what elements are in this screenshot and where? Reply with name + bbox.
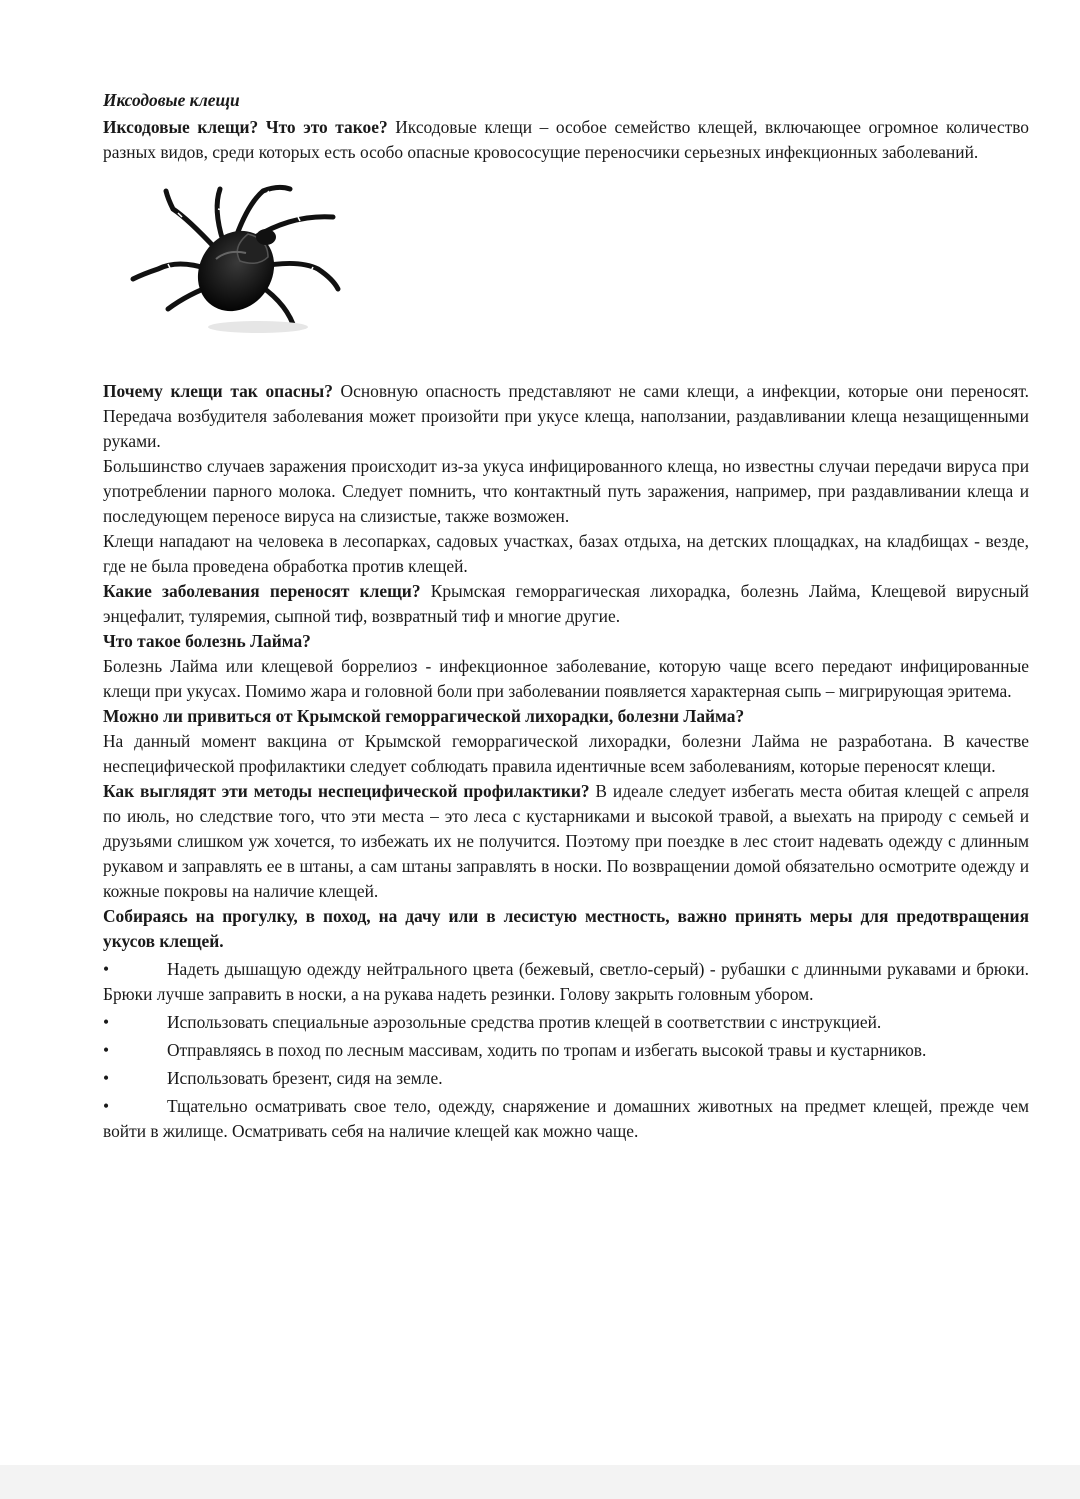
question-why-dangerous: Почему клещи так опасны? [103, 381, 333, 401]
bullet-icon: • [103, 1068, 110, 1088]
paragraph-why-dangerous [103, 379, 1029, 454]
paragraph-what-is [103, 115, 1029, 165]
question-prevention-methods: Как выглядят эти методы неспецифической профилактики? [103, 781, 590, 801]
list-item [103, 957, 1029, 1007]
bullet-icon: • [103, 1012, 110, 1032]
document-title: Иксодовые клещи [103, 90, 240, 110]
tick-illustration-icon [128, 179, 358, 339]
question-measures: Собираясь на прогулку, в поход, на дачу или в лесистую местность, важно принять меры для предотвращения укусов клещей. [103, 906, 1029, 951]
answer-why-dangerous: Основную опасность представляют не сами клещи, а инфекции, которые они переносят. Передача возбудителя заболевания может произойти при укусе клеща, наползании, раздавливании клеща незащищенными руками. [103, 381, 1029, 451]
tick-illustration [103, 165, 1029, 379]
bullet-icon: • [103, 1096, 110, 1116]
list-item-text: Отправляясь в поход по лесным массивам, ходить по тропам и избегать высокой травы и кустарников. [167, 1040, 927, 1060]
question-what-is: Иксодовые клещи? Что это такое? [103, 117, 388, 137]
measures-list [103, 957, 1029, 1144]
list-item-text: Надеть дышащую одежду нейтрального цвета (бежевый, светло-серый) - рубашки с длинными рукавами и брюки. Брюки лучше заправить в носки, а на рукава надеть резинки. Голову закрыть головным убором. [103, 959, 1029, 1004]
heading-vaccine [103, 704, 1029, 729]
list-item-text: Использовать специальные аэрозольные средства против клещей в соответствии с инструкцией. [167, 1012, 882, 1032]
heading-measures [103, 904, 1029, 954]
bullet-icon: • [103, 1040, 110, 1060]
list-item-text: Тщательно осматривать свое тело, одежду, снаряжение и домашних животных на предмет клещей, прежде чем войти в жилище. Осматривать себя на наличие клещей как можно чаще. [103, 1096, 1029, 1141]
paragraph-prevention-methods [103, 779, 1029, 904]
paragraph-lyme: Болезнь Лайма или клещевой боррелиоз - инфекционное заболевание, которую чаще всего передают инфицированные клещи при укусах. Помимо жара и головной боли при заболевании появляется характерная сыпь – мигрирующая эритема. [103, 656, 1029, 701]
bullet-icon: • [103, 959, 110, 979]
paragraph-where-attack: Клещи нападают на человека в лесопарках, садовых участках, базах отдыха, на детских площадках, на кладбищах - везде, где не была проведена обработка против клещей. [103, 531, 1029, 576]
list-item [103, 1010, 1029, 1035]
answer-diseases: Крымская геморрагическая лихорадка, болезнь Лайма, Клещевой вирусный энцефалит, туляремия, сыпной тиф, возвратный тиф и многие другие. [103, 581, 1029, 626]
viewer-bottom-bar [0, 1465, 1080, 1499]
heading-lyme [103, 629, 1029, 654]
question-lyme: Что такое болезнь Лайма? [103, 631, 311, 651]
paragraph-diseases [103, 579, 1029, 629]
list-item-text: Использовать брезент, сидя на земле. [167, 1068, 443, 1088]
question-diseases: Какие заболевания переносят клещи? [103, 581, 421, 601]
question-vaccine: Можно ли привиться от Крымской геморрагической лихорадки, болезни Лайма? [103, 706, 745, 726]
list-item [103, 1066, 1029, 1091]
list-item [103, 1094, 1029, 1144]
paragraph-vaccine: На данный момент вакцина от Крымской геморрагической лихорадки, болезни Лайма не разработана. В качестве неспецифической профилактики следует соблюдать правила идентичные всем заболеваниям, которые переносят клещи. [103, 731, 1029, 776]
answer-what-is: Иксодовые клещи – особое семейство клещей, включающее огромное количество разных видов, среди которых есть особо опасные кровососущие переносчики серьезных инфекционных заболеваний. [103, 117, 1030, 162]
document-page [103, 88, 1029, 1144]
answer-prevention-methods: В идеале следует избегать места обитая клещей с апреля по июль, но следствие того, что эти места – это леса с кустарниками и высокой травой, а выехать на природу с семьей и друзьями слишком уж хочется, то избежать их не получится. Поэтому при поездке в лес стоит надевать одежду с длинным рукавом и заправлять ее в штаны, а сам штаны заправлять в носки. По возвращении домой обязательно осмотрите одежду и кожные покровы на наличие клещей. [103, 781, 1029, 901]
paragraph-infection-cases: Большинство случаев заражения происходит из-за укуса инфицированного клеща, но известны случаи передачи вируса при употреблении парного молока. Следует помнить, что контактный путь заражения, например, при раздавливании клеща и последующем переносе вируса на слизистые, также возможен. [103, 456, 1029, 526]
list-item [103, 1038, 1029, 1063]
